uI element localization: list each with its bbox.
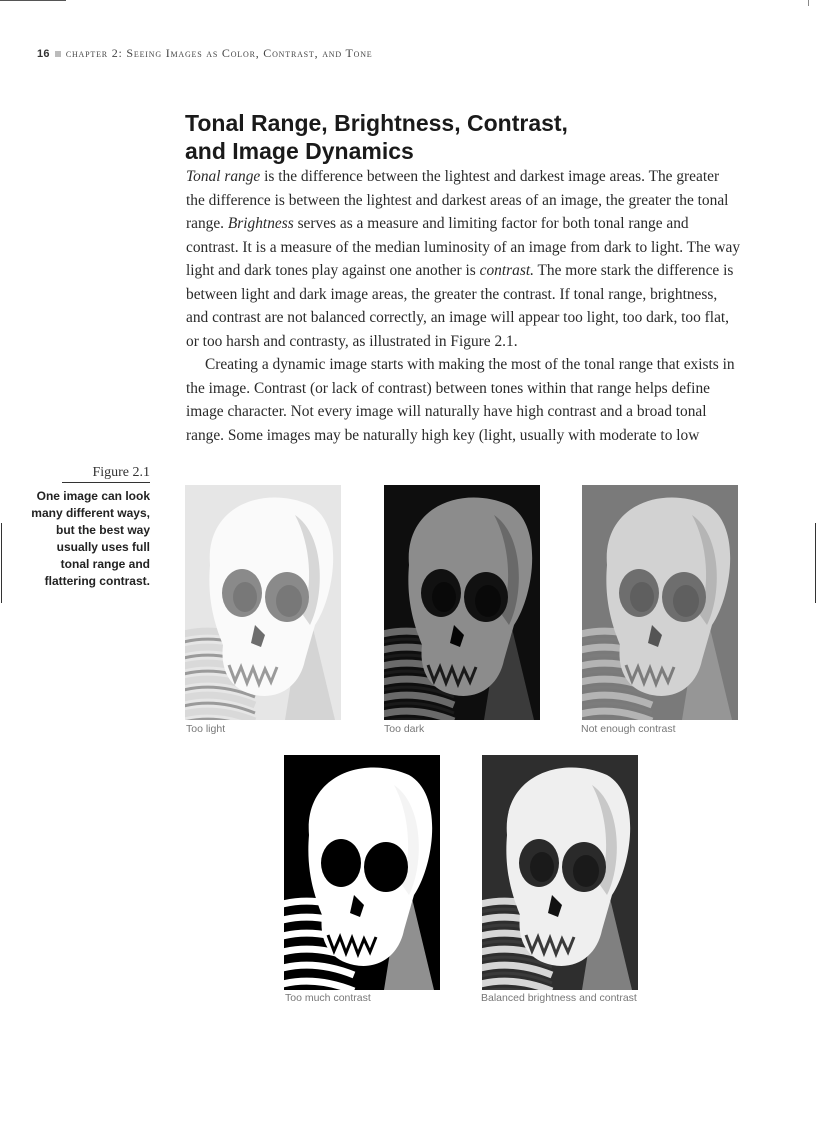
term-contrast: contrast. (479, 262, 534, 279)
crop-mark-left (1, 523, 2, 603)
running-header (37, 46, 372, 61)
body-text (186, 165, 741, 447)
image-caption-too-light: Too light (186, 723, 226, 735)
image-caption-not-enough-contrast: Not enough contrast (581, 723, 676, 735)
figure-caption: One image can look many different ways, but the best way usually uses full tonal range and flattering contrast. (31, 489, 150, 588)
paragraph-1-text-b: serves as a measure and limiting factor for both tonal range and contrast. It is a measure of the median luminosity of an image from dark to light. The way light and dark tones play against one another is (186, 215, 741, 279)
term-brightness: Brightness (227, 215, 294, 232)
figure-image-not-enough-contrast (582, 485, 738, 720)
crop-tick (808, 0, 809, 6)
term-tonal-range: Tonal range (186, 168, 261, 185)
paragraph-2: Creating a dynamic image starts with making the most of the tonal range that exists in the image. Contrast (or lack of contrast) between tones within that range helps define image character. Not every image will naturally have high contrast and a broad tonal range. Some images may be naturally high key (light, usually with moderate to low (186, 356, 735, 444)
section-title-line-1: Tonal Range, Brightness, Contrast, (185, 110, 568, 136)
figure-image-too-dark (384, 485, 540, 720)
chapter-title: chapter 2: Seeing Images as Color, Contrast, and Tone (65, 46, 373, 60)
image-caption-too-dark: Too dark (384, 723, 425, 735)
paragraph-1-text-c: The more stark the difference is between light and dark image areas, the greater the contrast. If tonal range, brightness, and contrast are not balanced correctly, an image will appear too light, too dark, too flat, or too harsh and contrasty, as illustrated in Figure 2.1. (186, 262, 734, 350)
image-caption-too-much-contrast: Too much contrast (285, 992, 371, 1004)
paragraph-1 (186, 165, 741, 353)
image-caption-balanced: Balanced brightness and contrast (481, 992, 637, 1004)
page-number: 16 (37, 48, 50, 60)
paragraph-1-text-a: is the difference between the lightest and darkest image areas. The greater the difference is between the lightest and darkest areas of an image, the greater the tonal range. (186, 168, 729, 232)
figure-image-too-much-contrast (284, 755, 440, 990)
figure-label: Figure 2.1 (62, 465, 150, 483)
top-rule (0, 0, 66, 1)
bullet-square-icon (55, 51, 61, 57)
section-title-line-2: and Image Dynamics (185, 138, 414, 164)
figure-image-balanced (482, 755, 638, 990)
figure-image-too-light (185, 485, 341, 720)
section-title (185, 109, 685, 165)
